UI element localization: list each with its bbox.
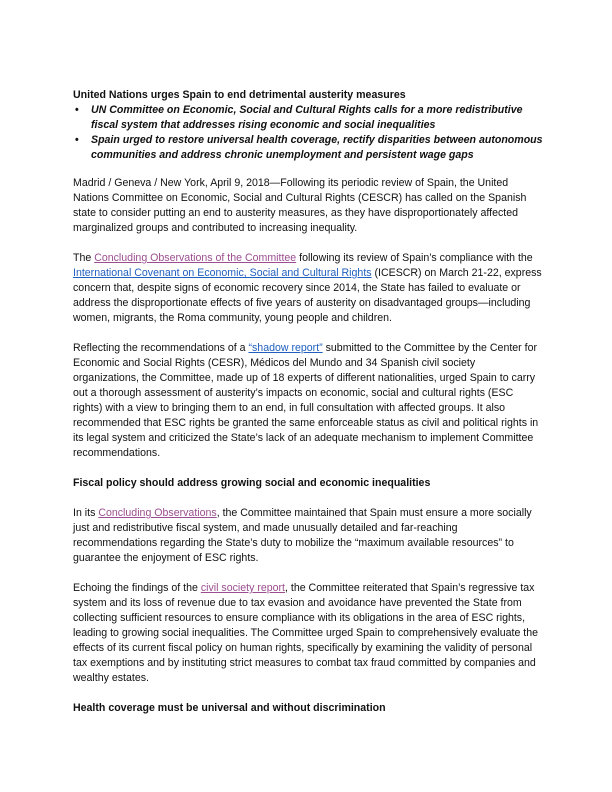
bullet-text: UN Committee on Economic, Social and Cultural Rights calls for a more redistributive fiscal system that addresses rising economic and social inequalities: [91, 104, 523, 131]
shadow-report-link[interactable]: “shadow report”: [248, 342, 323, 354]
text-run: , the Committee maintained that Spain must ensure a more socially just and redistributive fiscal system, and made unusually detailed and far-reaching recommendations regarding the State’s duty to mobilize the “maximum available resources” to guarantee the enjoyment of ESC rights.: [73, 507, 532, 564]
civil-society-report-link[interactable]: civil society report: [200, 582, 285, 594]
concluding-observations-link-2[interactable]: Concluding Observations: [98, 507, 217, 519]
paragraph-shadow-report: [73, 341, 543, 461]
text-run: In its: [73, 507, 99, 519]
page-title: United Nations urges Spain to end detrimental austerity measures: [73, 89, 406, 101]
bullet-icon: •: [75, 134, 79, 146]
bullet-item: [73, 103, 543, 133]
paragraph-concluding-observations: [73, 251, 543, 326]
bullet-item: [73, 133, 543, 163]
bullet-icon: •: [75, 104, 79, 116]
icescr-link[interactable]: International Covenant on Economic, Social and Cultural Rights: [73, 267, 372, 279]
text-run: The: [73, 252, 95, 264]
paragraph-tax-system: [73, 581, 543, 686]
text-run: , the Committee reiterated that Spain’s regressive tax system and its loss of revenue due to tax evasion and avoidance have prevented the State from collecting sufficient resources to ensure compliance with its obligations in the area of ESC rights, leading to growing social inequalities. The Committee urged Spain to comprehensively evaluate the effects of its current fiscal policy on human rights, specifically by examining the validity of personal tax exemptions and by instituting strict measures to combat tax fraud committed by companies and wealthy estates.: [73, 582, 539, 684]
summary-bullets: [73, 103, 543, 163]
section-heading-health-coverage: Health coverage must be universal and without discrimination: [73, 702, 386, 714]
bullet-text: Spain urged to restore universal health coverage, rectify disparities between autonomous communities and address chronic unemployment and persistent wage gaps: [91, 134, 543, 161]
section-heading-fiscal-policy: Fiscal policy should address growing social and economic inequalities: [73, 477, 431, 489]
press-release: [73, 88, 543, 716]
text-run: Echoing the findings of the: [73, 582, 201, 594]
concluding-observations-link[interactable]: Concluding Observations of the Committee: [94, 252, 297, 264]
text-run: following its review of Spain’s compliance with the: [296, 252, 533, 264]
text-run: submitted to the Committee by the Center for Economic and Social Rights (CESR), Médicos del Mundo and 34 Spanish civil society organizations, the Committee, made up of 18 experts of different nationalities, urged Spain to carry out a thorough assessment of austerity’s impacts on economic, social and cultural rights (ESC rights) with a view to bringing them to an end, in full consultation with affected groups. It also recommended that ESC rights be granted the same enforceable status as civil and political rights in its legal system and criticized the State’s lack of an adequate mechanism to implement Committee recommendations.: [73, 342, 539, 459]
text-run: Reflecting the recommendations of a: [73, 342, 249, 354]
paragraph-fiscal-system: [73, 506, 543, 566]
text-run: (ICESCR) on March 21-22, express concern that, despite signs of economic recovery since 2014, the State has failed to evaluate or address the disproportionate effects of five years of austerity on disadvantaged groups—including women, migrants, the Roma community, young people and children.: [73, 267, 542, 324]
paragraph-dateline: Madrid / Geneva / New York, April 9, 2018—Following its periodic review of Spain, the United Nations Committee on Economic, Social and Cultural Rights (CESCR) has called on the Spanish state to consider putting an end to austerity measures, as they have disproportionately affected marginalized groups and contributed to increasing inequality.: [73, 177, 527, 234]
